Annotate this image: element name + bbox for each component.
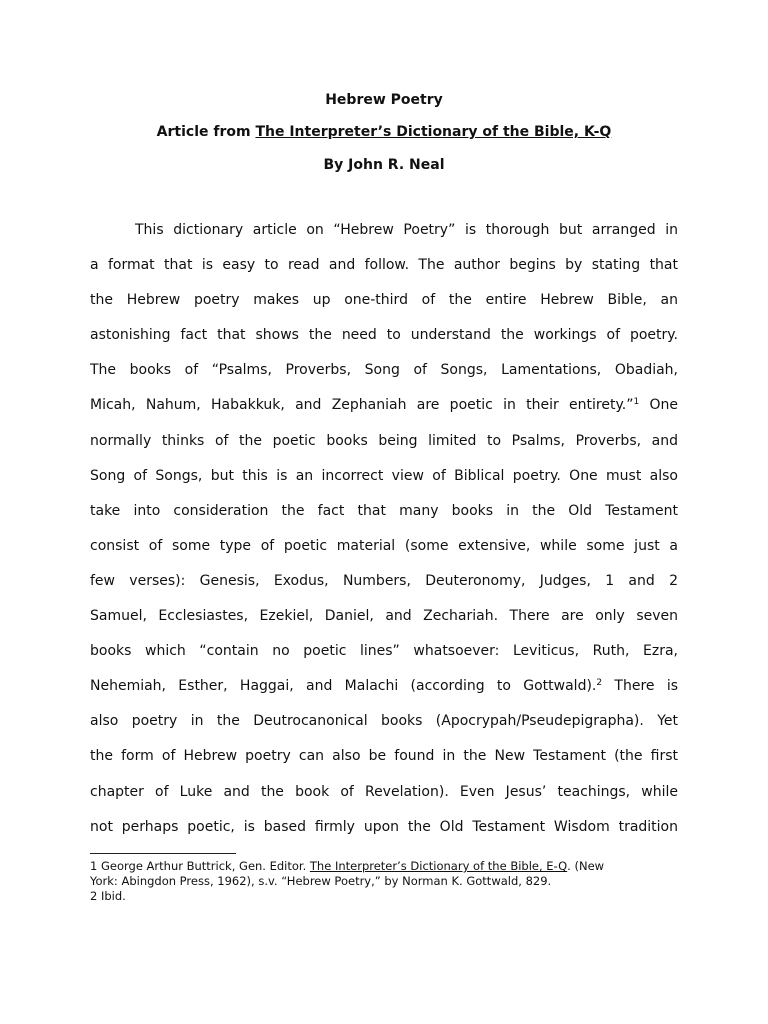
body-line-17: chapter of Luke and the book of Revelation). Even Jesus’ teachings, while (90, 783, 678, 800)
footnote-2: 2 Ibid. (90, 889, 126, 903)
footnote-separator (90, 853, 236, 854)
body-line-2: a format that is easy to read and follow. The author begins by stating that (90, 257, 678, 274)
document-subtitle (0, 123, 768, 141)
article-body (90, 221, 678, 853)
body-line-14-tail: There is (614, 678, 679, 695)
body-line-6-text: Micah, Nahum, Habakkuk, and Zephaniah are poetic in their entirety.” (90, 397, 634, 414)
footnote-1-continuation: York: Abingdon Press, 1962), s.v. “Hebrew Poetry,” by Norman K. Gottwald, 829. (90, 874, 552, 888)
body-line-6-tail: One (649, 397, 679, 414)
body-line-1: This dictionary article on “Hebrew Poetry” is thorough but arranged in (135, 222, 678, 238)
body-line-5: The books of “Psalms, Proverbs, Song of Songs, Lamentations, Obadiah, (90, 362, 678, 379)
body-line-8: Song of Songs, but this is an incorrect view of Biblical poetry. One must also (90, 467, 678, 484)
body-line-3: the Hebrew poetry makes up one-third of the entire Hebrew Bible, an (90, 292, 678, 309)
footnotes (90, 859, 690, 904)
body-line-18: not perhaps poetic, is based firmly upon the Old Testament Wisdom tradition (90, 818, 678, 835)
body-line-14-text: Nehemiah, Esther, Haggai, and Malachi (according to Gottwald). (90, 678, 597, 695)
body-line-9: take into consideration the fact that many books in the Old Testament (90, 502, 678, 519)
body-line-16: the form of Hebrew poetry can also be found in the New Testament (the first (90, 748, 678, 765)
body-line-7: normally thinks of the poetic books being limited to Psalms, Proverbs, and (90, 432, 678, 449)
body-line-14 (90, 677, 678, 712)
body-line-6 (90, 396, 678, 431)
footnote-ref-1: 1 (633, 397, 640, 408)
body-line-11: few verses): Genesis, Exodus, Numbers, Deuteronomy, Judges, 1 and 2 (90, 572, 678, 589)
body-line-10: consist of some type of poetic material (some extensive, while some just a (90, 537, 678, 554)
subtitle-prefix: Article from (156, 124, 256, 140)
subtitle-source-title: The Interpreter’s Dictionary of the Bible, K-Q (255, 124, 612, 140)
footnote-ref-2: 2 (596, 678, 603, 689)
document-title: Hebrew Poetry (325, 92, 443, 108)
footnote-1-prefix: 1 George Arthur Buttrick, Gen. Editor. (90, 859, 310, 873)
body-line-15: also poetry in the Deutrocanonical books (Apocrypah/Pseudepigrapha). Yet (90, 713, 678, 730)
body-line-12: Samuel, Ecclesiastes, Ezekiel, Daniel, and Zechariah. There are only seven (90, 608, 678, 625)
footnote-1-title: The Interpreter’s Dictionary of the Bible, E-Q (309, 859, 568, 873)
body-line-13: books which “contain no poetic lines” whatsoever: Leviticus, Ruth, Ezra, (90, 643, 678, 660)
footnote-1-suffix: . (New (567, 859, 605, 873)
body-line-4: astonishing fact that shows the need to understand the workings of poetry. (90, 327, 678, 344)
footnote-1 (90, 859, 690, 874)
author-byline: By John R. Neal (323, 157, 445, 173)
